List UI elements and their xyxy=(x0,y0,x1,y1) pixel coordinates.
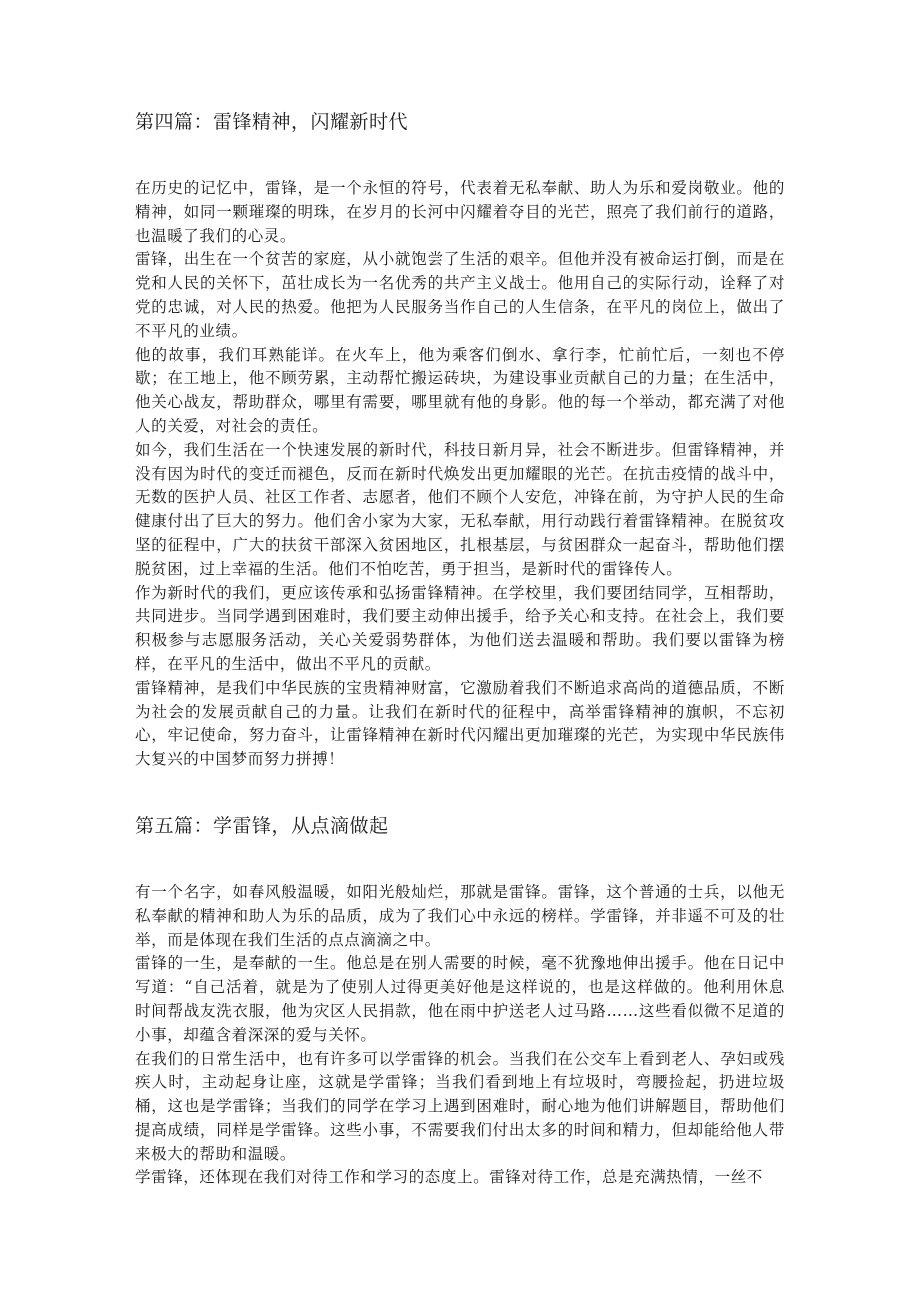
paragraph: 在历史的记忆中，雷锋，是一个永恒的符号，代表着无私奉献、助人为乐和爱岗敬业。他的精神，如同一颗璀璨的明珠，在岁月的长河中闪耀着夺目的光芒，照亮了我们前行的道路，也温暖了我们的心灵。 xyxy=(135,179,785,245)
paragraph: 学雷锋，还体现在我们对待工作和学习的态度上。雷锋对待工作，总是充满热情，一丝不 xyxy=(135,1168,763,1187)
section-5-body xyxy=(135,881,785,1190)
paragraph: 有一个名字，如春风般温暖，如阳光般灿烂，那就是雷锋。雷锋，这个普通的士兵，以他无私奉献的精神和助人为乐的品质，成为了我们心中永远的榜样。学雷锋，并非遥不可及的壮举，而是体现在我们生活的点点滴滴之中。 xyxy=(135,882,785,949)
paragraph: 在我们的日常生活中，也有许多可以学雷锋的机会。当我们在公交车上看到老人、孕妇或残疾人时，主动起身让座，这就是学雷锋；当我们看到地上有垃圾时，弯腰捡起，扔进垃圾桶，这也是学雷锋；当我们的同学在学习上遇到困难时，耐心地为他们讲解题目，帮助他们提高成绩，同样是学雷锋。这些小事，不需要我们付出太多的时间和精力，但却能给他人带来极大的帮助和温暖。 xyxy=(135,1049,785,1163)
section-5 xyxy=(135,808,785,1190)
section-4-body xyxy=(135,177,785,772)
paragraph: 雷锋精神，是我们中华民族的宝贵精神财富，它激励着我们不断追求高尚的道德品质，不断为社会的发展贡献自己的力量。让我们在新时代的征程中，高举雷锋精神的旗帜，不忘初心，牢记使命，努力奋斗，让雷锋精神在新时代闪耀出更加璀璨的光芒，为实现中华民族伟大复兴的中国梦而努力拼搏！ xyxy=(135,678,785,769)
paragraph: 雷锋，出生在一个贫苦的家庭，从小就饱尝了生活的艰辛。但他并没有被命运打倒，而是在党和人民的关怀下，茁壮成长为一名优秀的共产主义战士。他用自己的实际行动，诠释了对党的忠诚，对人民的热爱。他把为人民服务当作自己的人生信条，在平凡的岗位上，做出了不平凡的业绩。 xyxy=(135,250,785,340)
paragraph: 如今，我们生活在一个快速发展的新时代，科技日新月异，社会不断进步。但雷锋精神，并没有因为时代的变迁而褪色，反而在新时代焕发出更加耀眼的光芒。在抗击疫情的战斗中，无数的医护人员、社区工作者、志愿者，他们不顾个人安危，冲锋在前，为守护人民的生命健康付出了巨大的努力。他们舍小家为大家，无私奉献，用行动践行着雷锋精神。在脱贫攻坚的征程中，广大的扶贫干部深入贫困地区，扎根基层，与贫困群众一起奋斗，帮助他们摆脱贫困，过上幸福的生活。他们不怕吃苦，勇于担当，是新时代的雷锋传人。 xyxy=(135,440,785,578)
document-page xyxy=(135,104,785,1190)
section-5-heading: 第五篇：学雷锋，从点滴做起 xyxy=(135,814,389,837)
section-4-heading: 第四篇：雷锋精神，闪耀新时代 xyxy=(135,111,409,133)
paragraph: 作为新时代的我们，更应该传承和弘扬雷锋精神。在学校里，我们要团结同学，互相帮助，共同进步。当同学遇到困难时，我们要主动伸出援手，给予关心和支持。在社会上，我们要积极参与志愿服务活动，关心关爱弱势群体，为他们送去温暖和帮助。我们要以雷锋为榜样，在平凡的生活中，做出不平凡的贡献。 xyxy=(135,583,785,673)
paragraph: 雷锋的一生，是奉献的一生。他总是在别人需要的时候，毫不犹豫地伸出援手。他在日记中写道：“自己活着，就是为了使别人过得更美好他是这样说的，也是这样做的。他利用休息时间帮战友洗衣服，他为灾区人民捐款，他在雨中护送老人过马路……这些看似微不足道的小事，却蕴含着深深的爱与关怀。 xyxy=(135,954,785,1044)
paragraph: 他的故事，我们耳熟能详。在火车上，他为乘客们倒水、拿行李，忙前忙后，一刻也不停歇；在工地上，他不顾劳累，主动帮忙搬运砖块，为建设事业贡献自己的力量；在生活中，他关心战友，帮助群众，哪里有需要，哪里就有他的身影。他的每一个举动，都充满了对他人的关爱，对社会的责任。 xyxy=(135,345,785,435)
section-divider-space xyxy=(135,772,785,808)
section-4 xyxy=(135,104,785,772)
